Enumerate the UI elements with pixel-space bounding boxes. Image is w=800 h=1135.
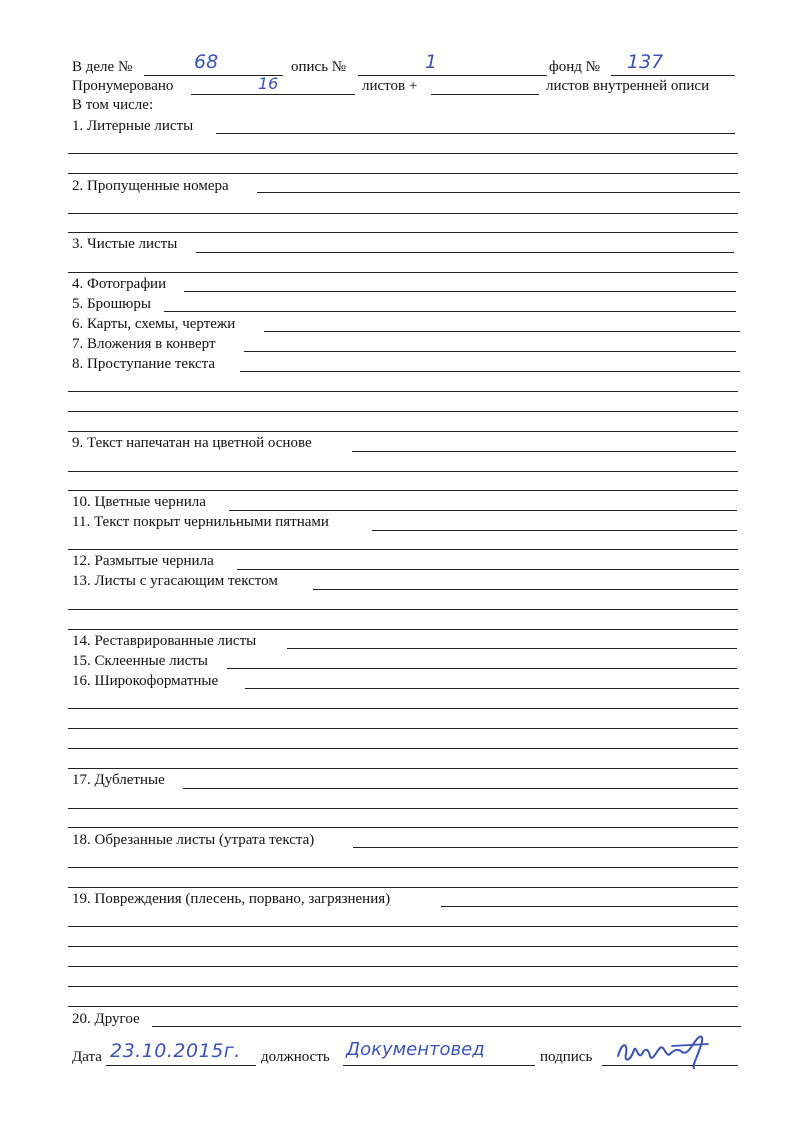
item-1: 1. Литерные листы — [72, 118, 194, 134]
data-field-line[interactable] — [106, 1065, 256, 1066]
blank-line[interactable] — [68, 728, 738, 729]
item-18: 18. Обрезанные листы (утрата текста) — [72, 832, 315, 848]
blank-line[interactable] — [68, 708, 738, 709]
item-4-line[interactable] — [184, 291, 736, 292]
pronum-label: Пронумеровано — [72, 78, 174, 94]
blank-line[interactable] — [68, 926, 738, 927]
blank-line[interactable] — [68, 431, 738, 432]
blank-line[interactable] — [68, 966, 738, 967]
blank-line[interactable] — [68, 748, 738, 749]
item-13: 13. Листы с угасающим текстом — [72, 573, 278, 589]
item-15: 15. Склеенные листы — [72, 653, 208, 669]
v-tom-chisle: В том числе: — [72, 97, 154, 113]
item-14: 14. Реставрированные листы — [72, 633, 257, 649]
blank-line[interactable] — [68, 986, 738, 987]
item-12: 12. Размытые чернила — [72, 553, 214, 569]
fond-value: 137 — [627, 51, 664, 73]
blank-line[interactable] — [68, 411, 738, 412]
item-6-line[interactable] — [264, 331, 740, 332]
item-1-line[interactable] — [216, 133, 735, 134]
item-10: 10. Цветные чернила — [72, 494, 206, 510]
blank-line[interactable] — [68, 213, 738, 214]
blank-line[interactable] — [68, 153, 738, 154]
item-13-line[interactable] — [313, 589, 738, 590]
blank-line[interactable] — [68, 173, 738, 174]
pronum-value: 16 — [258, 74, 279, 93]
item-10-line[interactable] — [229, 510, 737, 511]
delo-value: 68 — [194, 51, 219, 73]
item-19-line[interactable] — [441, 906, 738, 907]
item-19: 19. Повреждения (плесень, порвано, загрязнения) — [72, 891, 391, 907]
blank-line[interactable] — [68, 490, 738, 491]
item-5-line[interactable] — [164, 311, 736, 312]
delo-label: В деле № — [72, 59, 133, 75]
item-8: 8. Проступание текста — [72, 356, 216, 372]
vnutr-field-line[interactable] — [431, 94, 539, 95]
item-2-line[interactable] — [257, 192, 740, 193]
item-20-line[interactable] — [152, 1026, 741, 1027]
blank-line[interactable] — [68, 549, 738, 550]
item-16-line[interactable] — [245, 688, 739, 689]
item-18-line[interactable] — [353, 847, 738, 848]
blank-line[interactable] — [68, 946, 738, 947]
item-2: 2. Пропущенные номера — [72, 178, 229, 194]
opis-field-line[interactable] — [358, 75, 547, 76]
item-15-line[interactable] — [227, 668, 737, 669]
blank-line[interactable] — [68, 808, 738, 809]
item-8-line[interactable] — [240, 371, 740, 372]
item-16: 16. Широкоформатные — [72, 673, 219, 689]
blank-line[interactable] — [68, 609, 738, 610]
signature-image — [612, 1034, 722, 1070]
item-12-line[interactable] — [237, 569, 739, 570]
data-value: 23.10.2015г. — [110, 1040, 241, 1062]
blank-line[interactable] — [68, 272, 738, 273]
item-3: 3. Чистые листы — [72, 236, 178, 252]
blank-line[interactable] — [68, 232, 738, 233]
vnutr-label: листов внутренней описи — [546, 78, 710, 94]
listov-plus-label: листов + — [362, 78, 418, 94]
blank-line[interactable] — [68, 1006, 738, 1007]
item-11: 11. Текст покрыт чернильными пятнами — [72, 514, 329, 530]
item-6: 6. Карты, схемы, чертежи — [72, 316, 236, 332]
blank-line[interactable] — [68, 887, 738, 888]
item-17-line[interactable] — [183, 788, 738, 789]
item-5: 5. Брошюры — [72, 296, 151, 312]
podpis-label: подпись — [540, 1049, 593, 1065]
item-7-line[interactable] — [244, 351, 736, 352]
item-17: 17. Дублетные — [72, 772, 165, 788]
item-11-line[interactable] — [372, 530, 737, 531]
item-9-line[interactable] — [352, 451, 736, 452]
blank-line[interactable] — [68, 629, 738, 630]
fond-label: фонд № — [549, 59, 600, 75]
dolzhnost-value: Документовед — [346, 1039, 485, 1060]
item-4: 4. Фотографии — [72, 276, 167, 292]
opis-label: опись № — [291, 59, 347, 75]
blank-line[interactable] — [68, 391, 738, 392]
blank-line[interactable] — [68, 471, 738, 472]
fond-field-line[interactable] — [611, 75, 735, 76]
blank-line[interactable] — [68, 768, 738, 769]
item-20: 20. Другое — [72, 1011, 140, 1027]
item-14-line[interactable] — [287, 648, 737, 649]
blank-line[interactable] — [68, 867, 738, 868]
item-9: 9. Текст напечатан на цветной основе — [72, 435, 312, 451]
pronum-field-line[interactable] — [191, 94, 355, 95]
opis-value: 1 — [425, 51, 438, 73]
blank-line[interactable] — [68, 827, 738, 828]
data-label: Дата — [72, 1049, 102, 1065]
dolzhnost-field-line[interactable] — [343, 1065, 535, 1066]
item-7: 7. Вложения в конверт — [72, 336, 216, 352]
dolzhnost-label: должность — [261, 1049, 330, 1065]
item-3-line[interactable] — [196, 252, 734, 253]
